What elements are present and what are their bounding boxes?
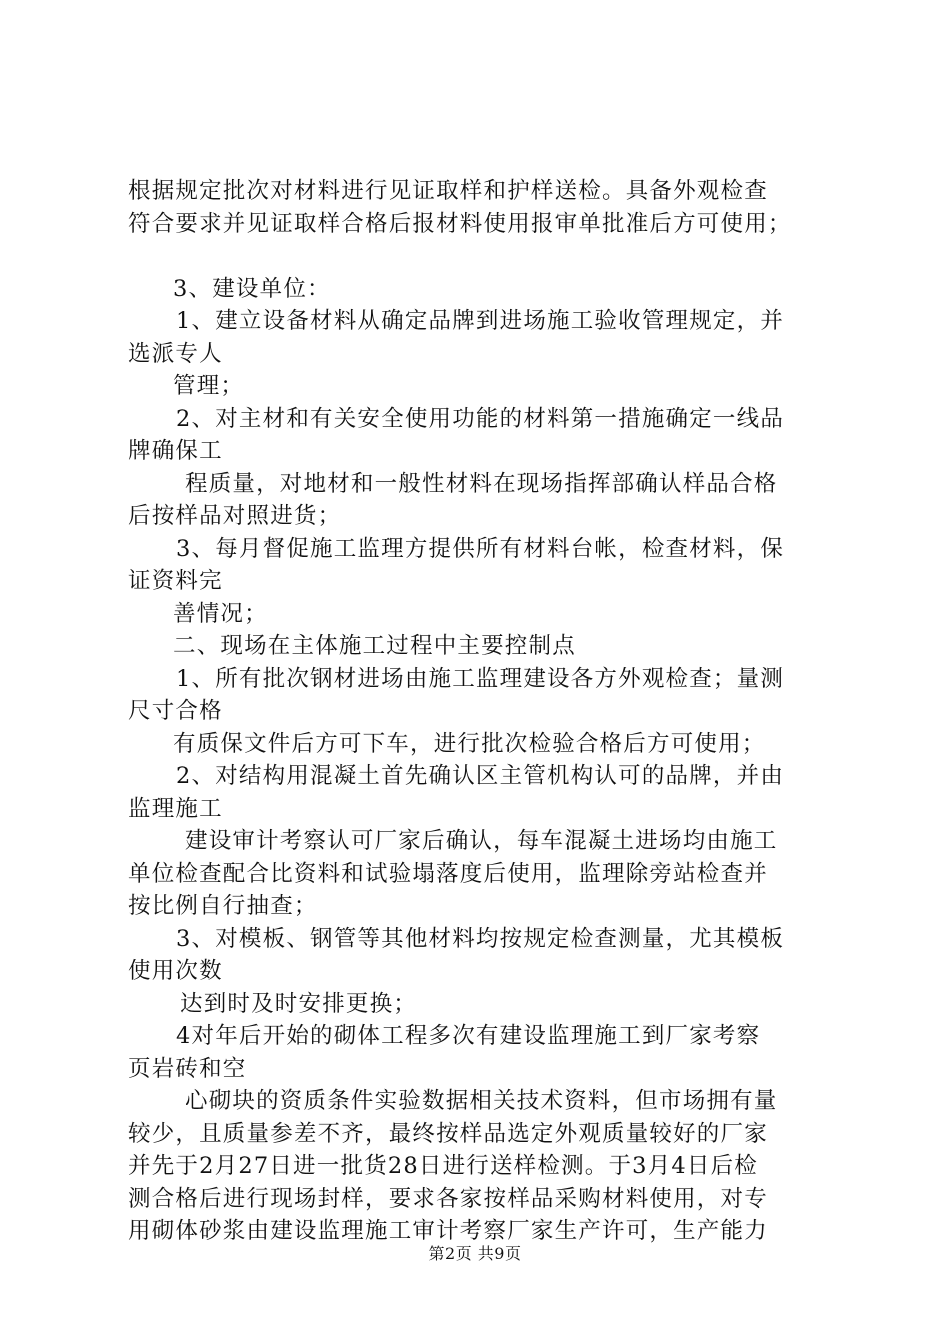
text-line: 2、对结构用混凝土首先确认区主管机构认可的品牌，并由 [176, 763, 785, 789]
text-line: 单位检查配合比资料和试验塌落度后使用，监理除旁站检查并 [128, 860, 768, 887]
text-line: 后按样品对照进货； [128, 503, 342, 529]
section-heading: 3、建设单位： [173, 275, 331, 302]
text-line: 尺寸合格 [128, 698, 223, 724]
text-line: 选派专人 [128, 340, 223, 367]
text-line: 1、所有批次钢材进场由施工监理建设各方外观检查；量测 [176, 665, 785, 692]
text-line: 用砌体砂浆由建设监理施工审计考察厂家生产许可，生产能力 [128, 1218, 768, 1244]
text-line: 4对年后开始的砌体工程多次有建设监理施工到厂家考察 [176, 1023, 761, 1049]
text-line: 使用次数 [128, 958, 223, 984]
text-line: 牌确保工 [128, 438, 223, 464]
text-line: 管理； [173, 373, 245, 399]
text-line: 达到时及时安排更换； [180, 990, 418, 1017]
text-line: 较少，且质量参差不齐，最终按样品选定外观质量较好的厂家 [128, 1120, 768, 1147]
text-line: 程质量，对地材和一般性材料在现场指挥部确认样品合格 [185, 470, 778, 497]
text-line: 有质保文件后方可下车，进行批次检验合格后方可使用； [173, 730, 766, 757]
text-line: 心砌块的资质条件实验数据相关技术资料，但市场拥有量 [185, 1088, 778, 1114]
text-line: 善情况； [173, 600, 268, 627]
text-line: 按比例自行抽查； [128, 893, 318, 919]
text-line: 测合格后进行现场封样，要求各家按样品采购材料使用，对专 [128, 1185, 768, 1212]
text-line: 证资料完 [128, 568, 223, 594]
text-line: 2、对主材和有关安全使用功能的材料第一措施确定一线品 [176, 405, 785, 432]
text-line: 监理施工 [128, 795, 223, 822]
text-line: 并先于2月27日进一批货28日进行送样检测。于3月4日后检 [128, 1153, 759, 1179]
text-line: 符合要求并见证取样合格后报材料使用报审单批准后方可使用； [128, 210, 792, 237]
text-line: 3、每月督促施工监理方提供所有材料台帐，检查材料，保 [176, 535, 785, 562]
text-line: 1、建立设备材料从确定品牌到进场施工验收管理规定，并 [176, 308, 785, 334]
text-line: 建设审计考察认可厂家后确认，每车混凝土进场均由施工 [185, 828, 778, 854]
blank-line [128, 240, 840, 273]
text-line: 页岩砖和空 [128, 1055, 247, 1082]
page-number-footer: 第2页 共9页 [428, 1244, 522, 1263]
section-heading: 二、现场在主体施工过程中主要控制点 [173, 633, 576, 659]
document-body [128, 175, 840, 1248]
text-line: 3、对模板、钢管等其他材料均按规定检查测量，尤其模板 [176, 925, 785, 952]
text-line: 根据规定批次对材料进行见证取样和护样送检。具备外观检查 [128, 178, 768, 204]
